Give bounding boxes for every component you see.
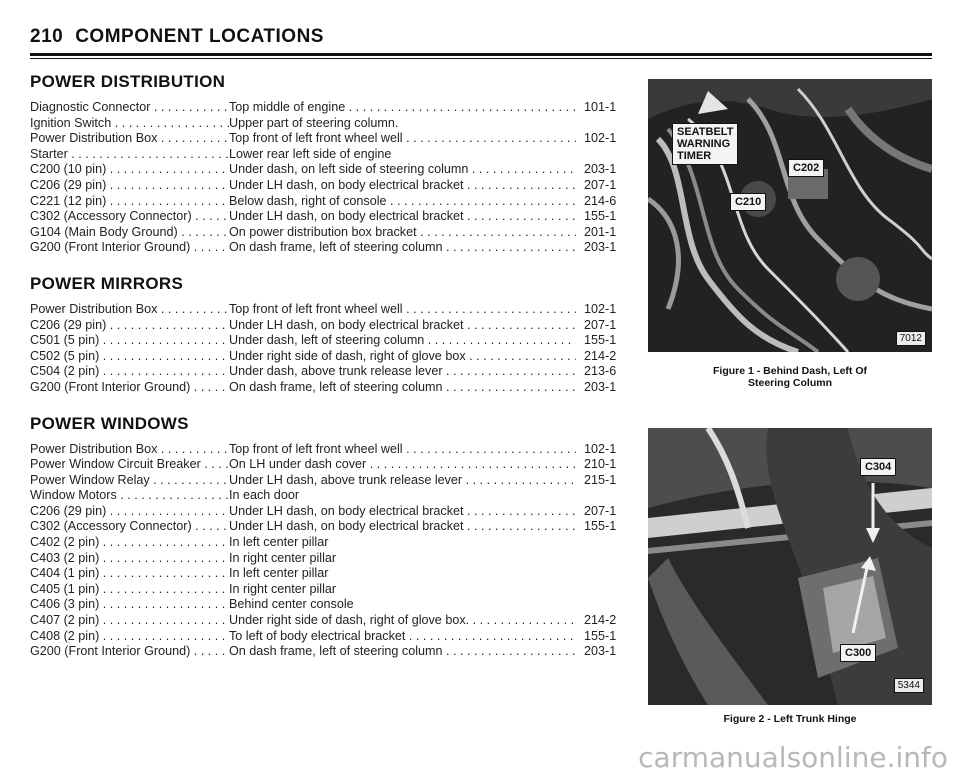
list-item [30,162,630,178]
list-item [30,147,630,163]
header-rule [30,53,932,56]
list-item [30,473,630,489]
component-name: C221 (12 pin) . . . [30,194,229,208]
page-reference: 207-1 [584,503,617,518]
component-name: Power Distribution Box . . . [30,302,229,316]
page-reference: 207-1 [584,177,617,192]
component-location: In each door [229,488,300,503]
component-name: Power Window Relay . . . [30,473,229,487]
rows [30,302,630,396]
component-list [30,62,630,660]
component-location: Under dash, left of steering column . . . [229,333,576,347]
component-name: C206 (29 pin) . . . [30,504,229,518]
page-reference: 207-1 [584,317,617,332]
list-item [30,240,630,256]
label-c300: C300 [840,644,876,662]
label-seatbelt-warning-timer [672,123,738,165]
section-title: POWER WINDOWS [30,413,189,433]
component-name: Power Distribution Box . . . [30,442,229,456]
component-location: On dash frame, left of steering column . . . [229,380,576,394]
page-reference: 203-1 [584,240,617,255]
component-location: Top front of left front wheel well . . . [229,442,576,456]
section-power-distribution [30,72,630,256]
caption-line: Figure 1 - Behind Dash, Left Of [712,365,867,377]
component-location: On dash frame, left of steering column . . . [229,644,576,658]
component-name: C407 (2 pin) . . . [30,613,229,627]
list-item [30,644,630,660]
list-item [30,225,630,241]
figure-2-photo [648,428,932,705]
component-name: C504 (2 pin) . . . [30,364,229,378]
page-number: 210 [30,26,64,47]
page-reference: 102-1 [584,301,617,316]
component-location: On dash frame, left of steering column . . . [229,240,576,254]
page-reference: 101-1 [584,100,617,114]
component-location: Under LH dash, on body electrical bracket . . . [229,178,576,192]
component-name: Window Motors . . . [30,488,229,502]
page-header [30,26,324,48]
page-reference: 214-6 [584,193,617,208]
page-reference: 102-1 [584,131,617,146]
list-item [30,519,630,535]
component-name: C405 (1 pin) . . . [30,582,229,596]
component-name: C206 (29 pin) . . . [30,178,229,192]
component-location: Under LH dash, on body electrical bracket . . . [229,209,576,223]
page-reference: 210-1 [584,457,617,472]
component-name: Starter . . . [30,147,229,161]
list-item [30,178,630,194]
component-location: Under LH dash, on body electrical bracket . . . [229,504,576,518]
list-item [30,597,630,613]
component-location: Below dash, right of console . . . [229,194,576,208]
component-location: Under dash, on left side of steering column . . . [229,162,576,176]
component-name: G104 (Main Body Ground) . . . [30,225,229,239]
component-location: On power distribution box bracket . . . [229,225,576,239]
component-name: Power Distribution Box . . . [30,131,229,145]
component-name: C302 (Accessory Connector) . . . [30,209,229,223]
page-reference: 102-1 [584,441,617,456]
list-item [30,582,630,598]
component-name: C403 (2 pin) . . . [30,551,229,565]
section-title: POWER DISTRIBUTION [30,72,226,91]
section-power-windows [30,414,630,660]
list-item [30,131,630,147]
label-c304: C304 [860,458,896,476]
list-item [30,333,630,349]
page-reference: 201-1 [584,224,617,239]
list-item [30,613,630,629]
rows [30,100,630,256]
page-reference: 203-1 [584,379,617,394]
page-reference: 155-1 [584,333,617,348]
component-location: In left center pillar [229,566,329,581]
section-power-mirrors [30,274,630,396]
page-reference: 213-6 [584,364,617,379]
component-location: Upper part of steering column. [229,115,399,130]
list-item [30,535,630,551]
component-name: Power Window Circuit Breaker . . . [30,457,229,471]
component-location: Top front of left front wheel well . . . [229,131,576,145]
component-name: Diagnostic Connector . . . [30,100,229,114]
component-name: G200 (Front Interior Ground) . . . [30,644,229,658]
component-location: In right center pillar [229,550,337,565]
list-item [30,100,630,116]
component-location: On LH under dash cover . . . [229,457,576,471]
header-rule-thin [30,58,932,59]
component-name: C200 (10 pin) . . . [30,162,229,176]
component-location: Under LH dash, on body electrical bracket . . . [229,519,576,533]
label-line: WARNING [677,138,731,150]
label-line: SEATBELT [677,126,734,138]
list-item [30,566,630,582]
figure-1-caption [700,365,880,389]
component-name: C502 (5 pin) . . . [30,349,229,363]
figure-number: 7012 [896,331,926,346]
list-item [30,194,630,210]
component-location: Under dash, above trunk release lever . . . [229,364,576,378]
list-item [30,318,630,334]
component-location: Under right side of dash, right of glove box. . . . [229,613,576,627]
label-line: TIMER [677,150,712,162]
section-title: POWER MIRRORS [30,273,184,293]
component-location: Under LH dash, on body electrical bracket . . . [229,318,576,332]
component-name: Ignition Switch . . . [30,116,229,130]
list-item [30,629,630,645]
component-location: In left center pillar [229,535,329,550]
page-reference: 214-2 [584,348,617,363]
list-item [30,488,630,504]
list-item [30,457,630,473]
page-reference: 214-2 [584,613,617,628]
component-location: In right center pillar [229,581,337,596]
list-item [30,364,630,380]
component-location: Under right side of dash, right of glove box . . . [229,349,576,363]
page-reference: 155-1 [584,628,617,643]
page-reference: 215-1 [584,472,617,487]
figure-1-photo [648,79,932,352]
page-reference: 203-1 [584,162,617,177]
caption-line: Steering Column [747,377,832,389]
component-location: Lower rear left side of engine [229,146,392,161]
component-name: C404 (1 pin) . . . [30,566,229,580]
rows [30,442,630,660]
figure-2-caption: Figure 2 - Left Trunk Hinge [723,713,857,725]
component-location: Behind center console [229,597,354,612]
list-item [30,116,630,132]
list-item [30,302,630,318]
component-name: C402 (2 pin) . . . [30,535,229,549]
page-reference: 203-1 [584,644,617,659]
label-c210: C210 [730,193,766,211]
component-location: Top front of left front wheel well . . . [229,302,576,316]
list-item [30,504,630,520]
page-title: COMPONENT LOCATIONS [75,26,324,47]
component-name: C206 (29 pin) . . . [30,318,229,332]
list-item [30,380,630,396]
component-name: C302 (Accessory Connector) . . . [30,519,229,533]
list-item [30,349,630,365]
list-item [30,442,630,458]
figure-number: 5344 [894,678,924,693]
figure-1-image [648,79,932,352]
component-name: C408 (2 pin) . . . [30,629,229,643]
component-name: C501 (5 pin) . . . [30,333,229,347]
page-reference: 155-1 [584,209,617,224]
component-name: G200 (Front Interior Ground) . . . [30,240,229,254]
page-reference: 155-1 [584,519,617,534]
component-name: C406 (3 pin) . . . [30,597,229,611]
component-location: To left of body electrical bracket . . . [229,629,576,643]
component-location: Top middle of engine . . . [229,100,576,114]
label-c202: C202 [788,159,824,177]
watermark: carmanualsonline.info [638,741,948,774]
list-item [30,551,630,567]
list-item [30,209,630,225]
component-location: Under LH dash, above trunk release lever . . . [229,473,576,487]
component-name: G200 (Front Interior Ground) . . . [30,380,229,394]
